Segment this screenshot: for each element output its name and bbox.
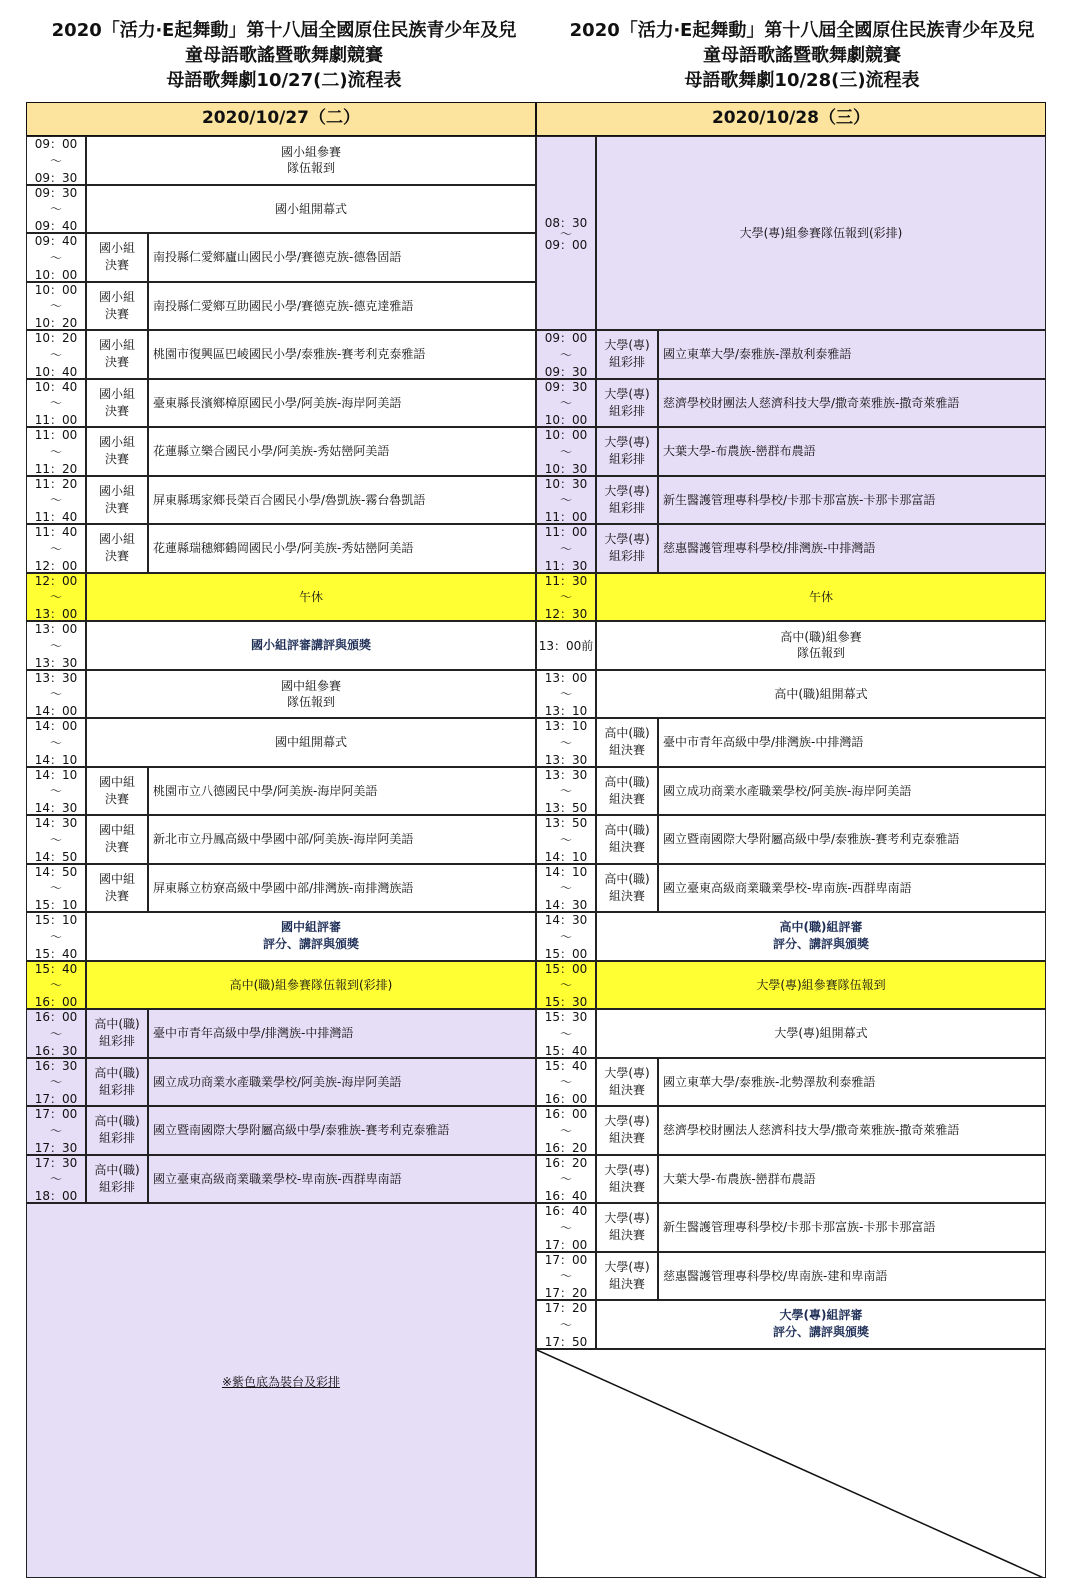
event-cell: 午休 — [86, 573, 536, 622]
time-cell — [26, 1009, 86, 1058]
time-separator: ～ — [559, 1123, 572, 1138]
group-label: 高中(職) 組彩排 — [86, 1155, 148, 1204]
time-cell — [26, 573, 86, 622]
time-cell — [536, 1058, 596, 1107]
time-cell — [536, 427, 596, 476]
team-entry: 大葉大學-布農族-巒群布農語 — [658, 1155, 1046, 1204]
start-time: 14：10 — [544, 864, 588, 879]
start-time: 13：10 — [544, 719, 588, 733]
team-entry: 屏東縣瑪家鄉長榮百合國民小學/魯凱族-霧台魯凱語 — [148, 476, 536, 525]
time-cell — [536, 815, 596, 864]
group-label: 大學(專) 組彩排 — [596, 330, 658, 379]
start-time: 13：30 — [544, 767, 588, 782]
end-time: 16：00 — [34, 995, 78, 1009]
event-cell: 大學(專)組參賽隊伍報到 — [596, 961, 1046, 1010]
start-time: 09：40 — [34, 234, 78, 248]
time-cell — [26, 670, 86, 719]
end-time: 12：00 — [34, 558, 78, 573]
start-time: 16：30 — [34, 1058, 78, 1073]
team-entry: 屏東縣立枋寮高級中學國中部/排灣族-南排灣族語 — [148, 864, 536, 913]
start-time: 15：10 — [34, 913, 78, 927]
time-cell — [26, 718, 86, 767]
end-time: 16：30 — [34, 1043, 78, 1058]
time-cell — [26, 912, 86, 961]
group-label: 高中(職) 組彩排 — [86, 1009, 148, 1058]
team-entry: 國立成功商業水產職業學校/阿美族-海岸阿美語 — [148, 1058, 536, 1107]
event-cell: 高中(職)組參賽 隊伍報到 — [596, 621, 1046, 670]
time-cell — [536, 1155, 596, 1204]
time-cell — [536, 1106, 596, 1155]
team-entry: 新生醫護管理專科學校/卡那卡那富族-卡那卡那富語 — [658, 1203, 1046, 1252]
diagonal-stroke — [537, 1350, 1046, 1579]
time-separator: ～ — [49, 202, 62, 217]
legend-note: ※紫色底為裝台及彩排 — [221, 1375, 341, 1389]
end-time: 12：30 — [544, 607, 588, 621]
time-cell — [26, 1058, 86, 1107]
time-cell — [536, 912, 596, 961]
team-entry: 南投縣仁愛鄉互助國民小學/賽德克族-德克達雅語 — [148, 282, 536, 331]
time-separator: ～ — [49, 347, 62, 362]
time-cell — [536, 330, 596, 379]
empty-block — [536, 1349, 1046, 1579]
start-time: 15：30 — [544, 1010, 588, 1024]
start-time: 11：00 — [34, 428, 78, 442]
time-separator: ～ — [559, 1220, 572, 1235]
time-separator: ～ — [49, 396, 62, 411]
end-time: 15：10 — [34, 898, 78, 912]
start-time: 11：30 — [544, 573, 588, 588]
start-time: 09：00 — [544, 331, 588, 345]
time-cell — [536, 573, 596, 622]
end-time: 09：30 — [544, 364, 588, 379]
event-cell: 國小組開幕式 — [86, 185, 536, 234]
time-separator: ～ — [559, 590, 572, 605]
group-label: 國中組 決賽 — [86, 767, 148, 816]
time-cell — [536, 621, 596, 670]
time-cell — [26, 1106, 86, 1155]
time-separator: ～ — [559, 784, 572, 799]
start-time: 11：20 — [34, 476, 78, 491]
start-time: 13：50 — [544, 816, 588, 830]
time-separator: ～ — [559, 978, 572, 993]
time-cell — [26, 524, 86, 573]
time-separator: ～ — [559, 735, 572, 750]
event-cell: 大學(專)組開幕式 — [596, 1009, 1046, 1058]
time-separator: ～ — [559, 347, 572, 362]
time-cell — [536, 961, 596, 1010]
end-time: 11：30 — [544, 558, 588, 573]
group-label: 國小組 決賽 — [86, 233, 148, 282]
start-time: 10：00 — [34, 282, 78, 297]
time-separator: ～ — [559, 396, 572, 411]
end-time: 10：40 — [34, 364, 78, 379]
start-time: 10：40 — [34, 379, 78, 394]
end-time: 17：00 — [34, 1092, 78, 1106]
time-cell — [26, 864, 86, 913]
time-cell — [536, 864, 596, 913]
group-label: 大學(專) 組彩排 — [596, 427, 658, 476]
team-entry: 國立暨南國際大學附屬高級中學/泰雅族-賽考利克泰雅語 — [658, 815, 1046, 864]
end-time: 11：00 — [544, 510, 588, 524]
time-cell — [536, 1300, 596, 1349]
group-label: 大學(專) 組彩排 — [596, 476, 658, 525]
start-time: 17：00 — [544, 1252, 588, 1267]
start-time: 13：30 — [34, 670, 78, 685]
event-cell: 高中(職)組評審 評分、講評與頒獎 — [596, 912, 1046, 961]
end-time: 18：00 — [34, 1189, 78, 1203]
start-time: 16：40 — [544, 1204, 588, 1218]
time-cell — [26, 621, 86, 670]
time-cell — [536, 476, 596, 525]
end-time: 17：30 — [34, 1140, 78, 1155]
group-label: 大學(專) 組決賽 — [596, 1058, 658, 1107]
end-time: 14：10 — [34, 752, 78, 767]
end-time: 13：30 — [544, 752, 588, 767]
start-time: 10：20 — [34, 331, 78, 345]
time-cell — [26, 1155, 86, 1204]
time-separator: ～ — [49, 638, 62, 653]
group-label: 高中(職) 組彩排 — [86, 1106, 148, 1155]
team-entry: 臺東縣長濱鄉樟原國民小學/阿美族-海岸阿美語 — [148, 379, 536, 428]
end-time: 13：00 — [34, 607, 78, 621]
time-cell — [536, 524, 596, 573]
title-line: 2020「活力‧E起舞動」第十八屆全國原住民族青少年及兒 — [569, 20, 1035, 41]
start-time: 16：00 — [544, 1107, 588, 1121]
end-time: 10：20 — [34, 316, 78, 330]
title-line: 童母語歌謠暨歌舞劇競賽 — [703, 45, 901, 66]
event-cell: 國小組參賽 隊伍報到 — [86, 136, 536, 185]
start-time: 14：30 — [544, 913, 588, 927]
end-time: 13：10 — [544, 704, 588, 718]
time-cell — [536, 379, 596, 428]
group-label: 國小組 決賽 — [86, 330, 148, 379]
group-label: 大學(專) 組決賽 — [596, 1252, 658, 1301]
start-time: 10：30 — [544, 476, 588, 491]
end-time: 13：50 — [544, 801, 588, 815]
end-time: 10：00 — [544, 413, 588, 427]
start-time: 15：40 — [34, 961, 78, 976]
end-time: 09：30 — [34, 170, 78, 185]
team-entry: 花蓮縣立樂合國民小學/阿美族-秀姑巒阿美語 — [148, 427, 536, 476]
time-separator: ～ — [559, 444, 572, 459]
team-entry: 花蓮縣瑞穗鄉鶴岡國民小學/阿美族-秀姑巒阿美語 — [148, 524, 536, 573]
time-separator: ～ — [49, 735, 62, 750]
end-time: 16：40 — [544, 1189, 588, 1203]
title-line: 童母語歌謠暨歌舞劇競賽 — [185, 45, 383, 66]
end-time: 13：30 — [34, 655, 78, 670]
end-time: 11：20 — [34, 461, 78, 476]
group-label: 高中(職) 組決賽 — [596, 864, 658, 913]
time-separator: ～ — [49, 541, 62, 556]
time-cell — [26, 427, 86, 476]
end-time: 14：10 — [544, 849, 588, 864]
team-entry: 南投縣仁愛鄉廬山國民小學/賽德克族-德魯固語 — [148, 233, 536, 282]
start-time: 16：00 — [34, 1010, 78, 1024]
time-separator: ～ — [559, 226, 572, 241]
start-time: 13：00前 — [538, 638, 594, 653]
end-time: 15：00 — [544, 946, 588, 961]
start-time: 08：30 — [544, 215, 588, 230]
time-cell — [536, 718, 596, 767]
start-time: 14：10 — [34, 767, 78, 782]
title-line: 2020「活力‧E起舞動」第十八屆全國原住民族青少年及兒 — [51, 20, 517, 41]
team-entry: 慈濟學校財團法人慈濟科技大學/撒奇萊雅族-撒奇萊雅語 — [658, 1106, 1046, 1155]
group-label: 國小組 決賽 — [86, 524, 148, 573]
time-separator: ～ — [49, 1123, 62, 1138]
team-entry: 慈惠醫護管理專科學校/卑南族-建和卑南語 — [658, 1252, 1046, 1301]
title-line: 母語歌舞劇10/27(二)流程表 — [166, 70, 402, 91]
team-entry: 國立暨南國際大學附屬高級中學/泰雅族-賽考利克泰雅語 — [148, 1106, 536, 1155]
group-label: 高中(職) 組決賽 — [596, 767, 658, 816]
end-time: 10：30 — [544, 461, 588, 476]
end-time: 11：00 — [34, 413, 78, 427]
start-time: 10：00 — [544, 428, 588, 442]
time-separator: ～ — [49, 1026, 62, 1041]
team-entry: 國立成功商業水產職業學校/阿美族-海岸阿美語 — [658, 767, 1046, 816]
time-cell — [536, 1009, 596, 1058]
end-time: 17：20 — [544, 1286, 588, 1300]
time-separator: ～ — [559, 1269, 572, 1284]
time-separator: ～ — [49, 299, 62, 314]
team-entry: 桃園市立八德國民中學/阿美族-海岸阿美語 — [148, 767, 536, 816]
event-cell: 大學(專)組評審 評分、講評與頒獎 — [596, 1300, 1046, 1349]
time-cell — [536, 1203, 596, 1252]
team-entry: 國立東華大學/泰雅族-澤敖利泰雅語 — [658, 330, 1046, 379]
group-label: 高中(職) 組決賽 — [596, 815, 658, 864]
time-cell — [26, 379, 86, 428]
time-separator: ～ — [49, 493, 62, 508]
time-separator: ～ — [559, 687, 572, 702]
rehearsal-filler — [26, 1203, 536, 1578]
end-time: 17：50 — [544, 1334, 588, 1349]
team-entry: 大葉大學-布農族-巒群布農語 — [658, 427, 1046, 476]
event-cell: 國小組評審講評與頒獎 — [86, 621, 536, 670]
group-label: 國中組 決賽 — [86, 815, 148, 864]
group-label: 國小組 決賽 — [86, 427, 148, 476]
end-time: 14：30 — [544, 898, 588, 912]
time-cell — [26, 233, 86, 282]
time-cell — [536, 1252, 596, 1301]
time-separator: ～ — [559, 881, 572, 896]
event-cell: 高中(職)組參賽隊伍報到(彩排) — [86, 961, 536, 1010]
time-cell — [26, 330, 86, 379]
time-separator: ～ — [49, 250, 62, 265]
end-time: 17：00 — [544, 1237, 588, 1252]
schedule-title-1028 — [542, 18, 1062, 93]
time-separator: ～ — [49, 1172, 62, 1187]
time-cell — [536, 136, 596, 330]
group-label: 國中組 決賽 — [86, 864, 148, 913]
time-separator: ～ — [559, 929, 572, 944]
title-line: 母語歌舞劇10/28(三)流程表 — [684, 70, 920, 91]
group-label: 國小組 決賽 — [86, 476, 148, 525]
time-separator: ～ — [559, 832, 572, 847]
group-label: 大學(專) 組彩排 — [596, 524, 658, 573]
time-separator: ～ — [49, 929, 62, 944]
end-time: 14：30 — [34, 801, 78, 815]
end-time: 10：00 — [34, 267, 78, 282]
time-cell — [536, 767, 596, 816]
start-time: 14：30 — [34, 816, 78, 830]
start-time: 11：40 — [34, 525, 78, 539]
schedule-title-1027 — [24, 18, 544, 93]
team-entry: 國立臺東高級商業職業學校-卑南族-西群卑南語 — [148, 1155, 536, 1204]
team-entry: 臺中市青年高級中學/排灣族-中排灣語 — [658, 718, 1046, 767]
end-time: 14：00 — [34, 704, 78, 718]
time-separator: ～ — [559, 1172, 572, 1187]
group-label: 大學(專) 組決賽 — [596, 1203, 658, 1252]
group-label: 大學(專) 組決賽 — [596, 1155, 658, 1204]
start-time: 12：00 — [34, 573, 78, 588]
start-time: 13：00 — [544, 670, 588, 685]
time-separator: ～ — [559, 1075, 572, 1090]
group-label: 高中(職) 組決賽 — [596, 718, 658, 767]
start-time: 09：00 — [34, 137, 78, 151]
team-entry: 桃園市復興區巴崚國民小學/泰雅族-賽考利克泰雅語 — [148, 330, 536, 379]
start-time: 17：00 — [34, 1107, 78, 1121]
group-label: 國小組 決賽 — [86, 379, 148, 428]
team-entry: 慈濟學校財團法人慈濟科技大學/撒奇萊雅族-撒奇萊雅語 — [658, 379, 1046, 428]
start-time: 13：00 — [34, 622, 78, 636]
event-cell: 國中組參賽 隊伍報到 — [86, 670, 536, 719]
team-entry: 國立臺東高級商業職業學校-卑南族-西群卑南語 — [658, 864, 1046, 913]
time-separator: ～ — [49, 881, 62, 896]
group-label: 大學(專) 組決賽 — [596, 1106, 658, 1155]
event-cell: 國中組評審 評分、講評與頒獎 — [86, 912, 536, 961]
end-time: 16：20 — [544, 1140, 588, 1155]
time-separator: ～ — [49, 444, 62, 459]
team-entry: 新生醫護管理專科學校/卡那卡那富族-卡那卡那富語 — [658, 476, 1046, 525]
start-time: 14：50 — [34, 864, 78, 879]
start-time: 09：30 — [34, 185, 78, 200]
time-separator: ～ — [49, 687, 62, 702]
time-separator: ～ — [49, 978, 62, 993]
time-cell — [536, 670, 596, 719]
end-time: 15：40 — [34, 946, 78, 961]
end-time: 09：00 — [544, 237, 588, 252]
time-cell — [26, 767, 86, 816]
start-time: 09：30 — [544, 379, 588, 394]
end-time: 14：50 — [34, 849, 78, 864]
event-cell: 大學(專)組參賽隊伍報到(彩排) — [596, 136, 1046, 330]
time-separator: ～ — [559, 1317, 572, 1332]
event-cell: 國中組開幕式 — [86, 718, 536, 767]
team-entry: 新北市立丹鳳高級中學國中部/阿美族-海岸阿美語 — [148, 815, 536, 864]
group-label: 高中(職) 組彩排 — [86, 1058, 148, 1107]
group-label: 大學(專) 組彩排 — [596, 379, 658, 428]
group-label: 國小組 決賽 — [86, 282, 148, 331]
end-time: 11：40 — [34, 510, 78, 524]
event-cell: 午休 — [596, 573, 1046, 622]
time-separator: ～ — [559, 1026, 572, 1041]
start-time: 15：00 — [544, 961, 588, 976]
time-cell — [26, 476, 86, 525]
diagonal-line — [537, 1350, 1046, 1579]
time-separator: ～ — [49, 832, 62, 847]
start-time: 17：20 — [544, 1301, 588, 1315]
end-time: 16：00 — [544, 1092, 588, 1106]
time-cell — [26, 282, 86, 331]
day-header-1028: 2020/10/28（三） — [536, 102, 1046, 136]
time-separator: ～ — [49, 590, 62, 605]
team-entry: 臺中市青年高級中學/排灣族-中排灣語 — [148, 1009, 536, 1058]
day-header-1027: 2020/10/27（二） — [26, 102, 536, 136]
end-time: 09：40 — [34, 219, 78, 233]
time-separator: ～ — [49, 153, 62, 168]
event-cell: 高中(職)組開幕式 — [596, 670, 1046, 719]
time-separator: ～ — [49, 784, 62, 799]
team-entry: 國立東華大學/泰雅族-北勢澤敖利泰雅語 — [658, 1058, 1046, 1107]
team-entry: 慈惠醫護管理專科學校/排灣族-中排灣語 — [658, 524, 1046, 573]
start-time: 15：40 — [544, 1058, 588, 1073]
end-time: 15：30 — [544, 995, 588, 1009]
time-separator: ～ — [49, 1075, 62, 1090]
time-separator: ～ — [559, 493, 572, 508]
time-cell — [26, 815, 86, 864]
start-time: 16：20 — [544, 1155, 588, 1170]
start-time: 11：00 — [544, 525, 588, 539]
start-time: 17：30 — [34, 1155, 78, 1170]
time-cell — [26, 961, 86, 1010]
time-cell — [26, 136, 86, 185]
time-cell — [26, 185, 86, 234]
start-time: 14：00 — [34, 719, 78, 733]
end-time: 15：40 — [544, 1043, 588, 1058]
time-separator: ～ — [559, 541, 572, 556]
